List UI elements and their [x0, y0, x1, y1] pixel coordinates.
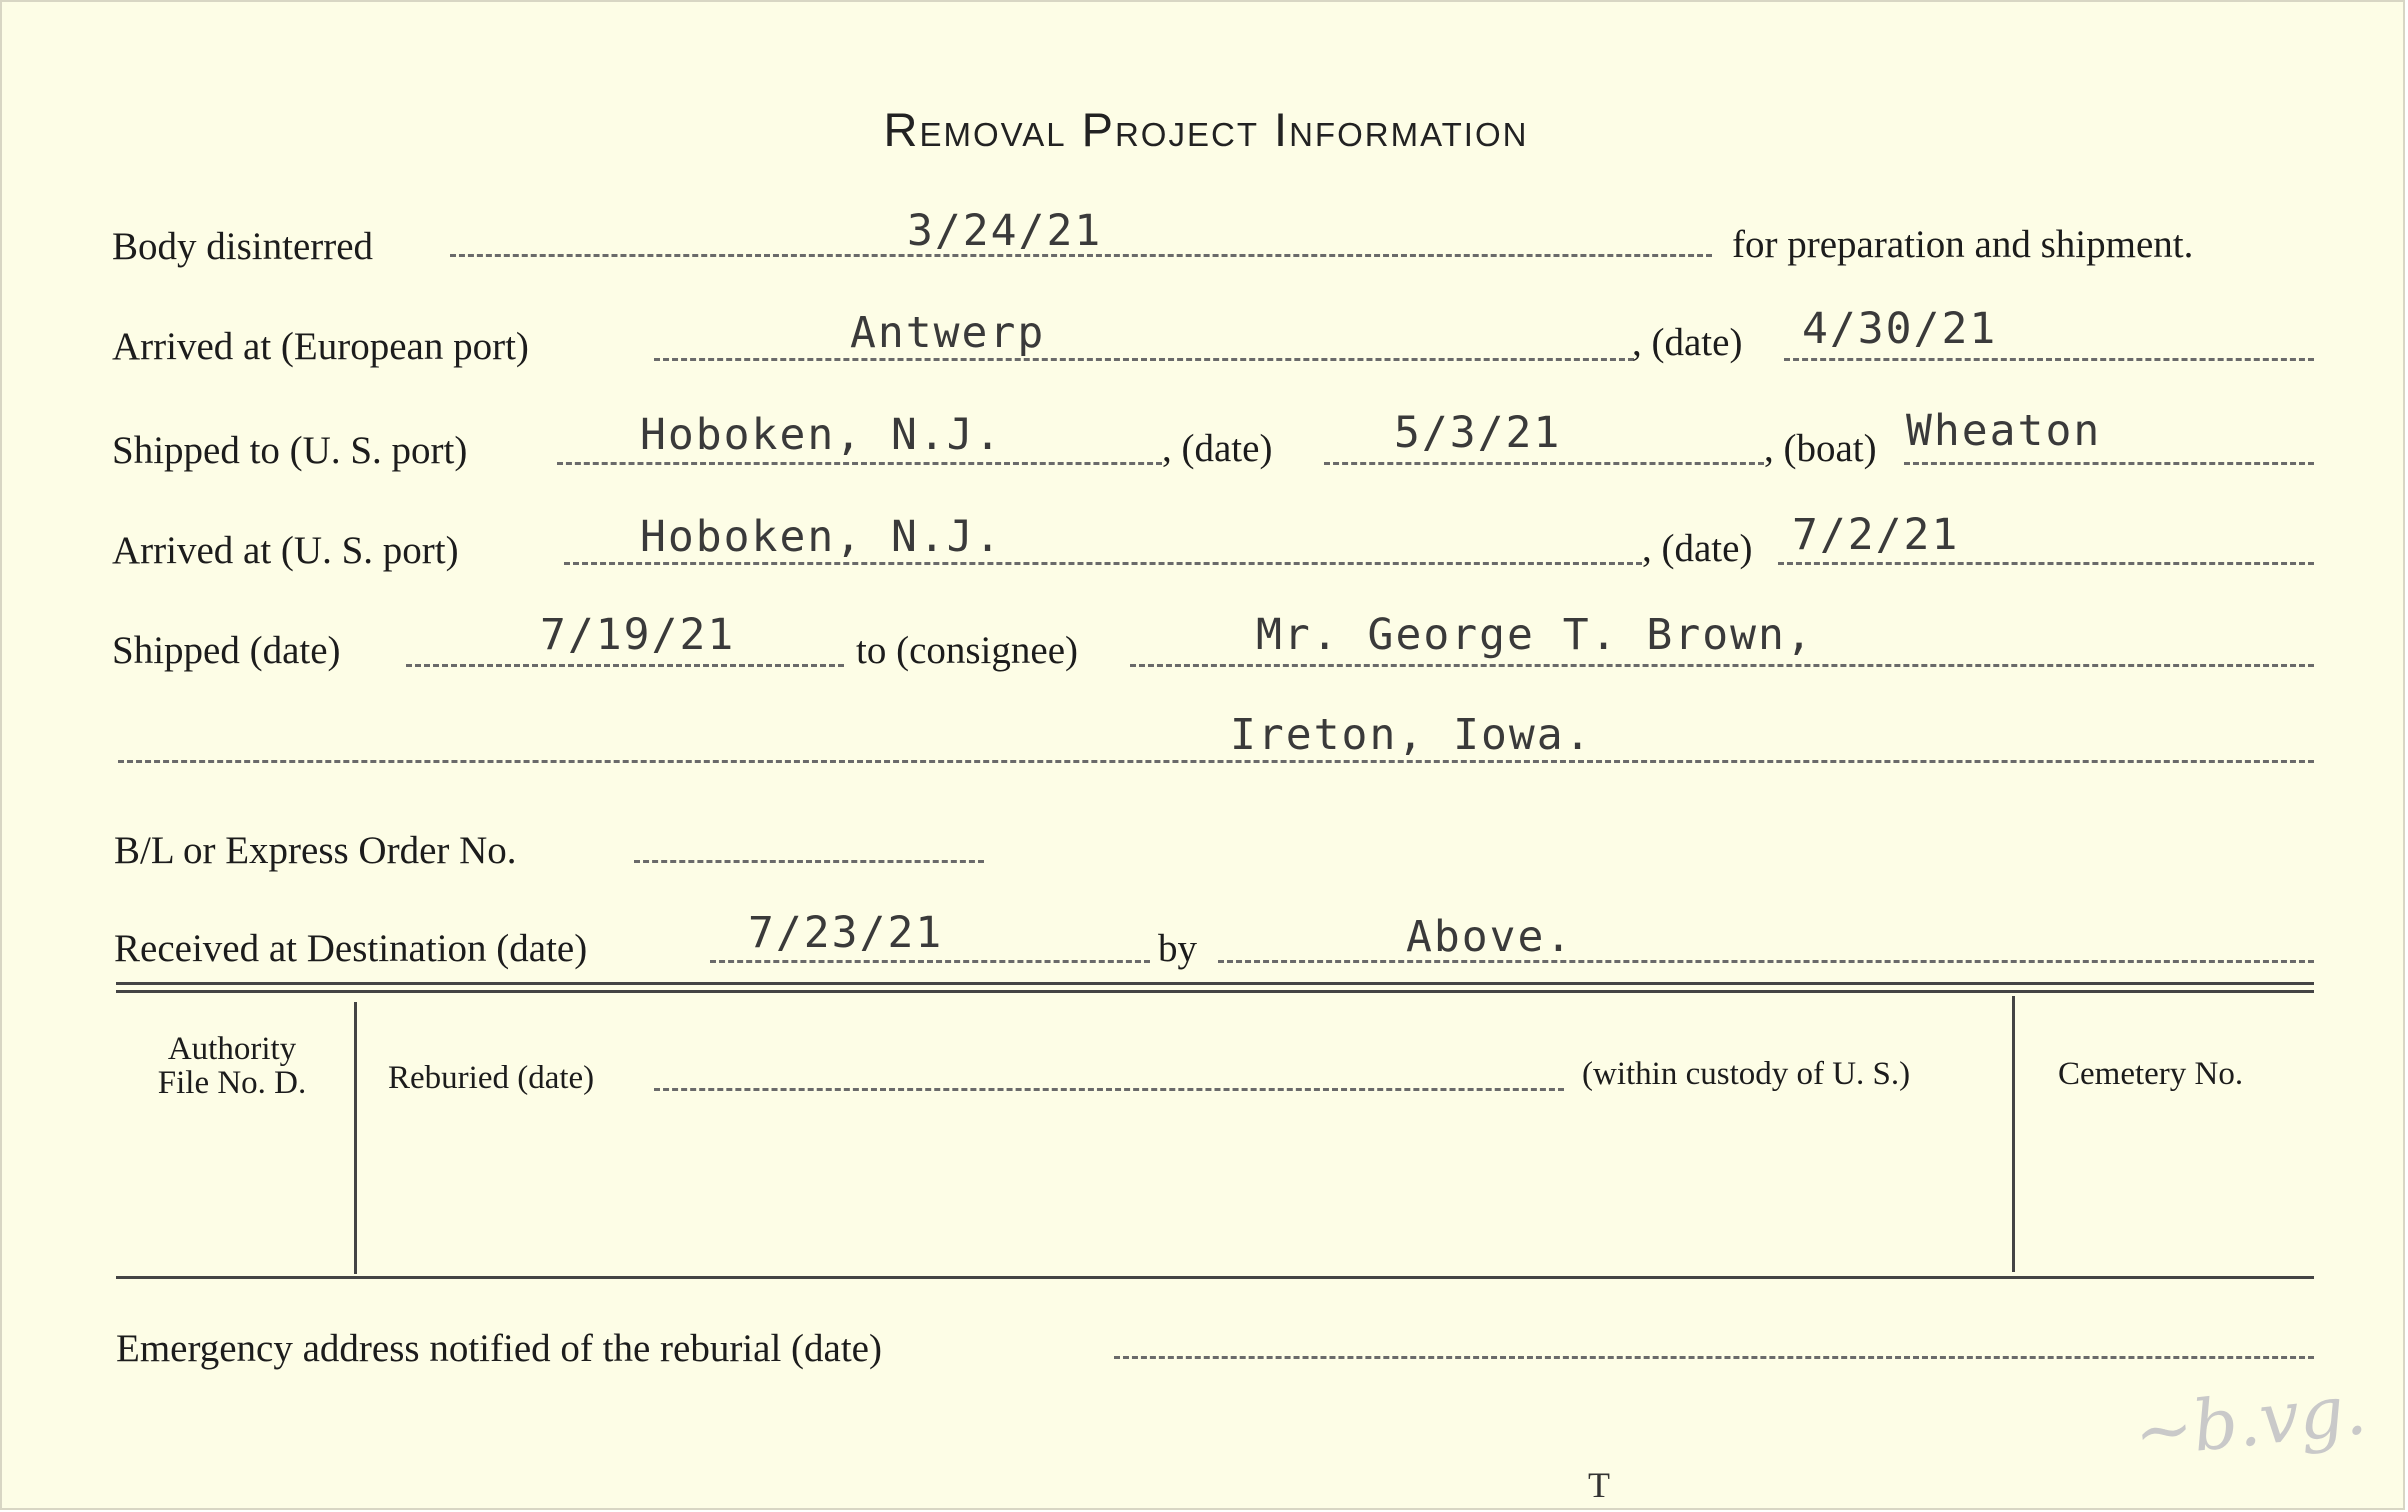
euro-port-value: Antwerp [850, 308, 1046, 358]
box-divider-right [2012, 996, 2015, 1272]
reburied-label: Reburied (date) [388, 1060, 595, 1096]
box-top-rule [116, 982, 2314, 985]
euro-port-label: Arrived at (European port) [112, 325, 529, 368]
shipped-us-value: Hoboken, N.J. [640, 410, 1003, 460]
shipped-us-line [557, 462, 1162, 465]
shipped-us-date-value: 5/3/21 [1394, 408, 1562, 458]
footer-mark: T [1588, 1465, 1610, 1505]
emergency-line [1114, 1356, 2314, 1359]
euro-port-line [654, 358, 1634, 361]
reburied-line [654, 1088, 1564, 1091]
received-by-value: Above. [1406, 912, 1574, 962]
address-line [118, 760, 2314, 763]
shipped-date-line [406, 664, 844, 667]
form-title: Removal Project Information [883, 103, 1529, 156]
shipped-us-date-label: , (date) [1162, 427, 1273, 470]
address-value: Ireton, Iowa. [1230, 710, 1593, 760]
arrived-us-label: Arrived at (U. S. port) [112, 529, 459, 572]
cemetery-label: Cemetery No. [2058, 1056, 2244, 1092]
received-date-value: 7/23/21 [748, 908, 944, 958]
bl-line [634, 860, 984, 863]
box-divider-left [354, 1002, 357, 1274]
received-by-label: by [1158, 927, 1197, 970]
consignee-value: Mr. George T. Brown, [1256, 610, 1814, 660]
shipped-us-date-line [1324, 462, 1764, 465]
box-bottom-rule [116, 1276, 2314, 1279]
consignee-label: to (consignee) [856, 629, 1079, 672]
euro-date-value: 4/30/21 [1802, 304, 1998, 354]
emergency-label: Emergency address notified of the reburial (date) [116, 1327, 882, 1370]
boat-value: Wheaton [1906, 406, 2102, 456]
authority-file-label [122, 1032, 342, 1100]
received-by-line [1218, 960, 2314, 963]
shipped-date-value: 7/19/21 [540, 610, 736, 660]
shipped-date-label: Shipped (date) [112, 629, 341, 672]
arrived-us-date-value: 7/2/21 [1792, 510, 1960, 560]
bl-label: B/L or Express Order No. [114, 829, 517, 872]
pencil-mark: ~b.vg. [2130, 1368, 2370, 1474]
arrived-us-date-line [1778, 562, 2314, 565]
arrived-us-line [564, 562, 1642, 565]
disinterred-suffix: for preparation and shipment. [1732, 223, 2194, 266]
custody-label: (within custody of U. S.) [1582, 1056, 1911, 1092]
boat-line [1904, 462, 2314, 465]
shipped-us-label: Shipped to (U. S. port) [112, 429, 468, 472]
euro-date-line [1784, 358, 2314, 361]
received-label: Received at Destination (date) [114, 927, 588, 970]
box-top-rule-2 [116, 990, 2314, 993]
authority-line-1: Authority [167, 1031, 297, 1067]
disinterred-value: 3/24/21 [907, 206, 1103, 256]
consignee-line [1130, 664, 2314, 667]
disinterred-label: Body disinterred [112, 225, 374, 268]
arrived-us-value: Hoboken, N.J. [640, 512, 1003, 562]
received-date-line [710, 960, 1150, 963]
authority-line-2: File No. D. [157, 1065, 307, 1101]
boat-label: , (boat) [1764, 427, 1877, 470]
arrived-us-date-label: , (date) [1642, 527, 1753, 570]
euro-date-label: , (date) [1632, 321, 1743, 364]
